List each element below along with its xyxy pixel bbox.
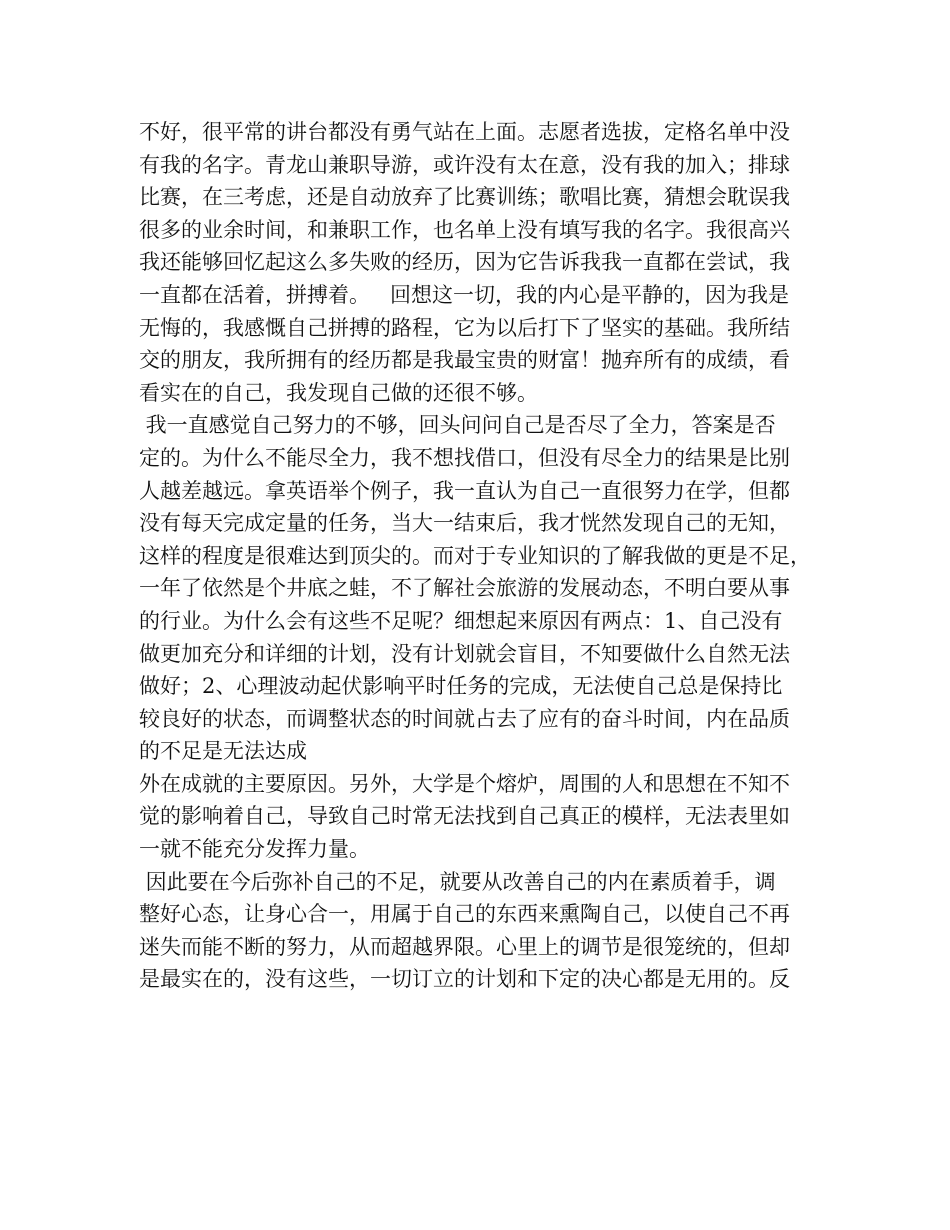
text-line: 我还能够回忆起这么多失败的经历，因为它告诉我我一直都在尝试，我: [139, 250, 790, 275]
text-line: 不好，很平常的讲台都没有勇气站在上面。志愿者选拔，定格名单中没: [139, 120, 790, 144]
text-line: 的不足是无法达成: [139, 739, 307, 764]
text-line: 做更加充分和详细的计划，没有计划就会盲目，不知要做什么自然无法: [139, 641, 790, 666]
text-line: 没有每天完成定量的任务，当大一结束后，我才恍然发现自己的无知，: [139, 511, 790, 536]
text-line: 一就不能充分发挥力量。: [139, 837, 370, 862]
text-line: 有我的名字。青龙山兼职导游，或许没有太在意，没有我的加入；排球: [139, 152, 790, 177]
text-line: 外在成就的主要原因。另外，大学是个熔炉，周围的人和思想在不知不: [139, 771, 790, 796]
text-line: 比赛，在三考虑，还是自动放弃了比赛训练；歌唱比赛，猜想会耽误我: [139, 185, 790, 210]
text-line: 迷失而能不断的努力，从而超越界限。心里上的调节是很笼统的，但却: [139, 934, 790, 959]
text-line: 这样的程度是很难达到顶尖的。而对于专业知识的了解我做的更是不足，: [139, 543, 811, 568]
body-text: [139, 116, 829, 996]
text-line: 因此要在今后弥补自己的不足，就要从改善自己的内在素质着手，调: [139, 869, 776, 894]
text-line: 交的朋友，我所拥有的经历都是我最宝贵的财富！抛弃所有的成绩，看: [139, 348, 790, 373]
text-line: 觉的影响着自己，导致自己时常无法找到自己真正的模样，无法表里如: [139, 804, 790, 829]
text-line: 较良好的状态，而调整状态的时间就占去了应有的奋斗时间，内在品质: [139, 706, 790, 731]
text-line: 我一直感觉自己努力的不够，回头问问自己是否尽了全力，答案是否: [139, 413, 776, 438]
text-line: 一年了依然是个井底之蛙，不了解社会旅游的发展动态，不明白要从事: [139, 576, 790, 601]
text-line: 定的。为什么不能尽全力，我不想找借口，但没有尽全力的结果是比别: [139, 445, 790, 470]
text-line: 很多的业余时间，和兼职工作，也名单上没有填写我的名字。我很高兴: [139, 217, 790, 242]
text-line: 看实在的自己，我发现自己做的还很不够。: [139, 380, 538, 405]
text-line: 无悔的，我感慨自己拼搏的路程，它为以后打下了坚实的基础。我所结: [139, 315, 790, 340]
text-line: 整好心态，让身心合一，用属于自己的东西来熏陶自己，以使自己不再: [139, 902, 790, 927]
text-line: 一直都在活着，拼搏着。 回想这一切，我的内心是平静的，因为我是: [139, 282, 790, 307]
text-line: 人越差越远。拿英语举个例子，我一直认为自己一直很努力在学，但都: [139, 478, 790, 503]
text-line: 的行业。为什么会有这些不足呢？细想起来原因有两点：1、自己没有: [139, 608, 783, 633]
text-line: 是最实在的，没有这些，一切订立的计划和下定的决心都是无用的。反: [139, 967, 790, 992]
text-line: 做好；2、心理波动起伏影响平时任务的完成，无法使自己总是保持比: [139, 674, 783, 699]
